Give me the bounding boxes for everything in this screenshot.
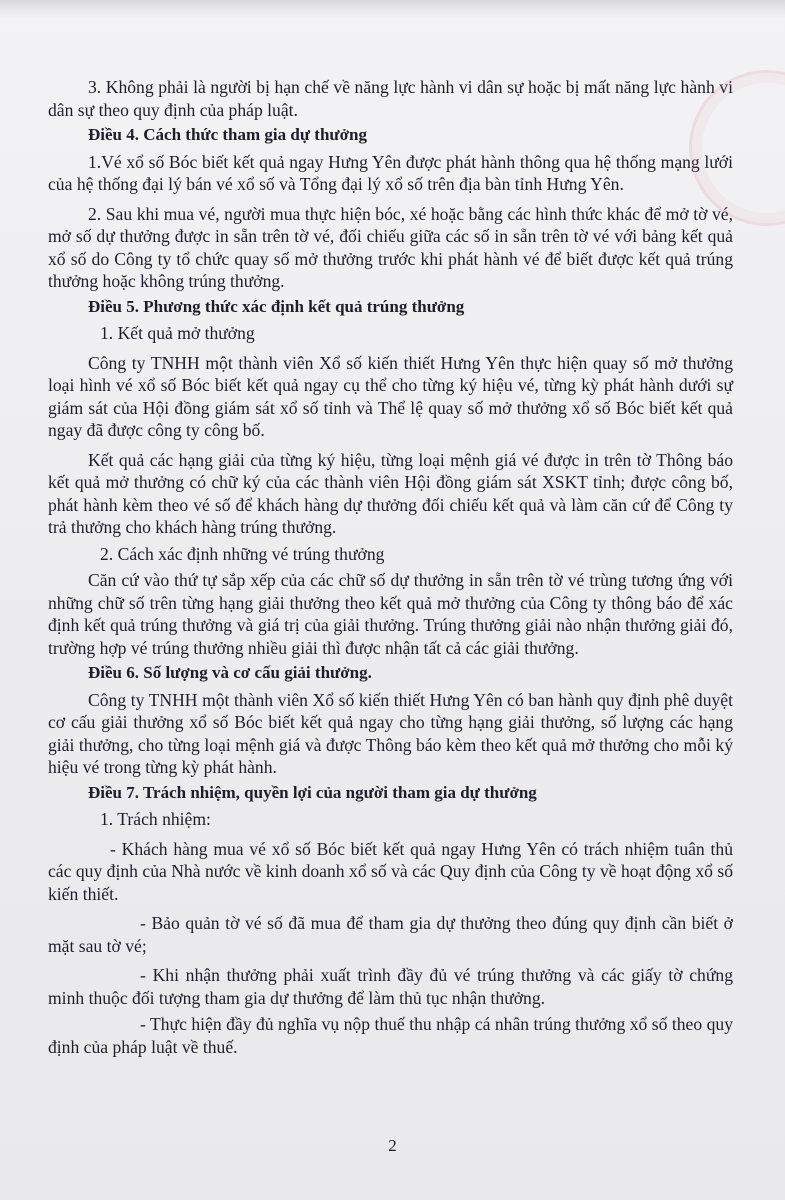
paragraph-trach-nhiem-bao-quan: - Bảo quản tờ vé số đã mua để tham gia dự thưởng theo đúng quy định cần biết ở mặt sau tờ vé;	[48, 913, 733, 956]
heading-dieu-5: Điều 5. Phương thức xác định kết quả trúng thưởng	[88, 296, 465, 316]
paragraph-dieu5-quay-so: Công ty TNHH một thành viên Xổ số kiến thiết Hưng Yên thực hiện quay số mở thưởng loại hình vé xổ số Bóc biết kết quả ngay cụ thể cho từng ký hiệu vé, từng kỳ phát hành dưới sự giám sát của Hội đồng giám sát xổ số tỉnh và Thể lệ quay số mở thưởng xổ số Bóc biết kết quả ngay đã được công ty công bố.	[48, 352, 733, 440]
heading-dieu-4: Điều 4. Cách thức tham gia dự thưởng	[88, 125, 367, 144]
paragraph-trach-nhiem-nhan-thuong: - Khi nhận thưởng phải xuất trình đầy đủ vé trúng thưởng và các giấy tờ chứng minh thuộc đối tượng tham gia dự thưởng để làm thủ tục nhận thưởng.	[48, 965, 733, 1008]
paragraph-dieu3-item3: 3. Không phải là người bị hạn chế về năng lực hành vi dân sự hoặc bị mất năng lực hành vi dân sự theo quy định của pháp luật.	[48, 77, 733, 120]
page-number: 2	[388, 1136, 397, 1155]
paragraph-dieu4-item2: 2. Sau khi mua vé, người mua thực hiện bóc, xé hoặc bằng các hình thức khác để mở tờ vé, mở số dự thưởng được in sẵn trên tờ vé, đối chiếu giữa các số in sẵn trên tờ vé với bảng kết quả xổ số do Công ty tổ chức quay số mở thưởng trước khi phát hành vé để biết được kết quả trúng thưởng hoặc không trúng thưởng.	[48, 203, 733, 291]
paragraph-dieu4-item1: 1.Vé xổ số Bóc biết kết quả ngay Hưng Yên được phát hành thông qua hệ thống mạng lưới của hệ thống đại lý bán vé xổ số và Tổng đại lý xổ số trên địa bàn tỉnh Hưng Yên.	[48, 151, 733, 194]
paragraph-dieu6-co-cau: Công ty TNHH một thành viên Xổ số kiến thiết Hưng Yên có ban hành quy định phê duyệt cơ cấu giải thưởng xổ số Bóc biết kết quả ngay cho từng hạng giải thưởng, số lượng các hạng giải thưởng, cho từng loại mệnh giá và được Thông báo kèm theo kết quả mở thưởng cho mỗi ký hiệu vé trong từng kỳ phát hành.	[48, 689, 733, 777]
heading-dieu-7: Điều 7. Trách nhiệm, quyền lợi của người tham gia dự thưởng	[88, 782, 537, 802]
subheading-trach-nhiem: 1. Trách nhiệm:	[100, 809, 211, 829]
paragraph-trach-nhiem-nop-thue: - Thực hiện đầy đủ nghĩa vụ nộp thuế thu nhập cá nhân trúng thưởng xổ số theo quy định của pháp luật về thuế.	[48, 1014, 733, 1057]
heading-dieu-6: Điều 6. Số lượng và cơ cấu giải thưởng.	[88, 663, 372, 682]
page-top-shadow	[0, 0, 785, 18]
paragraph-dieu5-can-cu: Căn cứ vào thứ tự sắp xếp của các chữ số dự thưởng in sẵn trên tờ vé trùng tương ứng với những chữ số trên từng hạng giải thưởng theo kết quả mở thưởng của Công ty thông báo để xác định kết quả trúng thưởng và giá trị của giải thưởng. Trúng thưởng giải nào nhận thưởng giải đó, trường hợp vé trúng thưởng nhiều giải thì được nhận tất cả các giải thưởng.	[48, 570, 733, 658]
subheading-ket-qua-mo-thuong: 1. Kết quả mở thưởng	[100, 323, 255, 343]
paragraph-dieu5-ket-qua-hang-giai: Kết quả các hạng giải của từng ký hiệu, từng loại mệnh giá vé được in trên tờ Thông báo kết quả mở thưởng có chữ ký của các thành viên Hội đồng giám sát XSKT tỉnh; được công bố, phát hành kèm theo vé số để khách hàng dự thưởng đối chiếu kết quả và làm căn cứ để Công ty trả thưởng cho khách hàng trúng thưởng.	[48, 449, 733, 537]
subheading-cach-xac-dinh: 2. Cách xác định những vé trúng thưởng	[100, 543, 385, 564]
paragraph-trach-nhiem-tuan-thu: - Khách hàng mua vé xổ số Bóc biết kết quả ngay Hưng Yên có trách nhiệm tuân thủ các quy định của Nhà nước về kinh doanh xổ số và các Quy định của Công ty về hoạt động xổ số kiến thiết.	[48, 838, 733, 904]
